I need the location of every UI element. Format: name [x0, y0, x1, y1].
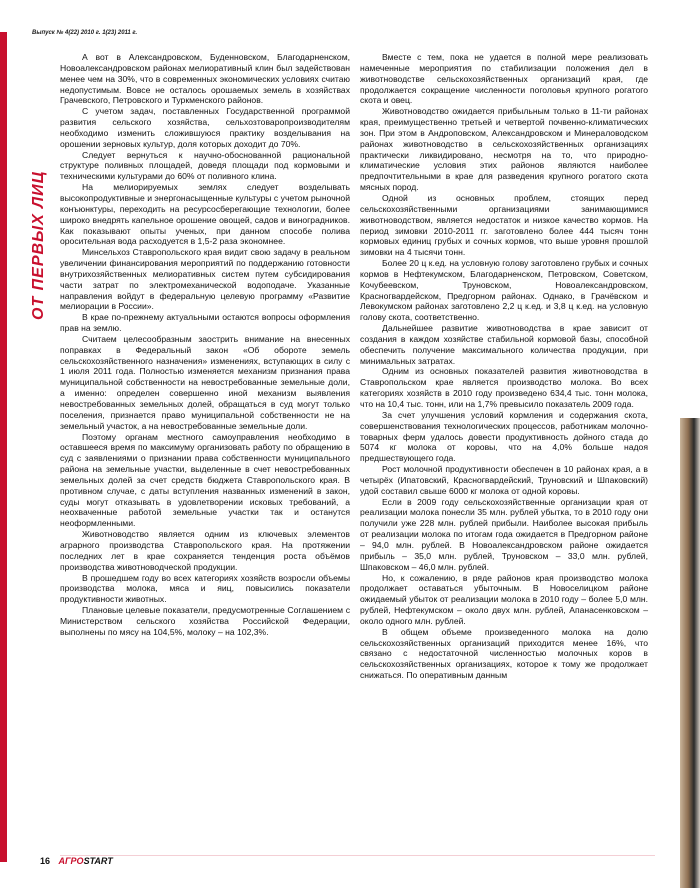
paragraph: В общем объеме произведенного молока на долю сельскохозяйственных организаций приходится менее 16%, что связано с недостаточной численностью молочных коров в сельскохозяйственных организациях, которое к тому же продолжает снижаться. По оперативным данным: [360, 626, 648, 681]
paragraph: Животноводство ожидается прибыльным только в 11-ти районах края, преимущественно третьей и четвертой почвенно-климатических зон. При этом в Андроповском, Александровском и Минераловодском районах животноводство в сельскохозяйственных организациях практически ликвидировано, несмотря на то, что природно-климатические условия этих районов являются наиболее предпочтительными в крае для разведения крупного рогатого скота мясных пород.: [360, 106, 648, 193]
edge-photo: [680, 418, 700, 888]
right-column: [360, 52, 648, 681]
paragraph: Одним из основных показателей развития животноводства в Ставропольском крае является производство молока. Во всех категориях хозяйств в 2010 году произведено 634,4 тыс. тонн молока, что на 10,4 тыс. тонн, или на 1,7% превысило показатель 2009 года.: [360, 366, 648, 409]
footer-divider: [60, 855, 655, 856]
brand-start: START: [83, 856, 113, 866]
paragraph: Одной из основных проблем, стоящих перед сельскохозяйственными организациями занимающимися животноводством, является недостаток и низкое качество кормов. На период зимовки 2010-2011 гг. заготовлено более 444 тысяч тонн кормовых единиц грубых и сочных кормов, что выше уровня прошлой зимовки на 4 тысячи тонн.: [360, 192, 648, 258]
paragraph: Поэтому органам местного самоуправления необходимо в оставшееся время по максимуму организовать работу по обращению в суд с заявлениями о признании права собственности муниципального района на земельные участки, выделенные в счет невостребованных земельных долей за счет средств бюджета Ставропольского края. В противном случае, с даты вступления названных изменений в закон, суды могут отказывать в удовлетворении исковых требований, а неохваченные работой земельные участки так и останутся неоформленными.: [60, 431, 350, 529]
paragraph: Вместе с тем, пока не удается в полной мере реализовать намеченные мероприятия по стабилизации положения дел в животноводстве сельскохозяйственных организаций края, где продолжается сокращение численности поголовья крупного рогатого скота и овец.: [360, 52, 648, 106]
footer: [40, 856, 113, 866]
paragraph: Минсельхоз Ставропольского края видит свою задачу в реальном увеличении финансирования мероприятий по поддержанию готовности внутрихозяйственных мелиоративных систем путем субсидирования части затрат по электромеханической водоподаче. Указанные направления войдут в федеральную целевую программу «Развитие мелиорации в России».: [60, 247, 350, 312]
paragraph: Плановые целевые показатели, предусмотренные Соглашением с Министерством сельского хозяйства Российской Федерации, выполнены по мясу на 104,5%, молоку – на 102,3%.: [60, 605, 350, 637]
paragraph: Следует вернуться к научно-обоснованной рациональной структуре поливных площадей, доведя площади под кормовыми и техническими культурами до 60% от поливного клина.: [60, 149, 350, 182]
brand-logo: [59, 856, 113, 866]
paragraph: В прошедшем году во всех категориях хозяйств возросли объемы производства молока, мяса и яиц, повысились показатели продуктивности животных.: [60, 572, 350, 605]
sidebar: ОТ ПЕРВЫХ ЛИЦ: [0, 0, 30, 888]
sidebar-red-bar: [0, 32, 7, 862]
paragraph: В крае по-прежнему актуальными остаются вопросы оформления прав на землю.: [60, 312, 350, 334]
paragraph: За счет улучшения условий кормления и содержания скота, совершенствования технологических процессов, работникам молочно-товарных ферм удалось довести продуктивность дойного стада до 5074 кг молока от коровы, что на 4,0% больше надоя предшествующего года.: [360, 409, 648, 464]
paragraph: Но, к сожалению, в ряде районов края производство молока продолжает оставаться убыточным. В Новоселицком районе ожидаемый убыток от реализации молока в 2010 году – более 5,0 млн. рублей, Нефтекумском – около двух млн. рублей, Апанасенковском – около одного млн. рублей.: [360, 572, 648, 626]
paragraph: Животноводство является одним из ключевых элементов аграрного производства Ставропольского края. На протяжении последних лет в крае сохраняется тенденция роста объёмов производства животноводческой продукции.: [60, 529, 350, 572]
paragraph: Рост молочной продуктивности обеспечен в 10 районах края, а в четырёх (Ипатовский, Красногвардейский, Труновский и Шпаковский) удой составил свыше 6000 кг молока от одной коровы.: [360, 464, 648, 496]
left-column: [60, 52, 350, 638]
paragraph: А вот в Александровском, Буденновском, Благодарненском, Новоалександровском районах мелиоративный клин был задействован менее чем на 30%, что в современных экономических условиях считаю недопустимым. Вовсе не осталось орошаемых земель в хозяйствах Грачевского, Петровского и Туркменского районов.: [60, 52, 350, 106]
issue-line: Выпуск № 4(22) 2010 г. 1(23) 2011 г.: [32, 30, 138, 36]
paragraph: С учетом задач, поставленных Государственной программой развития сельского хозяйства, сельхозтоваропроизводителям необходимо изменить сложившуюся практику возделывания на орошении зерновых культур, доля которых доходит до 70%.: [60, 106, 350, 149]
paragraph: Если в 2009 году сельскохозяйственные организации края от реализации молока понесли 35 млн. рублей убытка, то в 2010 году они получили уже 228 млн. рублей прибыли. Наиболее высокая прибыль от реализации молока по итогам года ожидается в Предгорном районе – 94,0 млн. рублей. В Новоалександровском районе ожидается прибыль – 35,0 млн. рублей, Труновском – 33,0 млн. рублей, Шпаковском – 46,0 млн. рублей.: [360, 496, 648, 572]
paragraph: Дальнейшее развитие животноводства в крае зависит от создания в каждом хозяйстве стабильной кормовой базы, способной обеспечить получение максимального количества продукции, при минимальных затратах.: [360, 323, 648, 366]
paragraph: Более 20 ц к.ед. на условную голову заготовлено грубых и сочных кормов в Нефтекумском, Благодарненском, Петровском, Советском, Кочубеевском, Труновском, Новоалександровском, Красногвардейском, Предгорном районах. Однако, в Грачёвском и Левокумском районах заготовлено 2,2 ц к.ед. и 3,8 ц к.ед. на условную голову скота, соответственно.: [360, 258, 648, 323]
brand-agro: АГРО: [58, 856, 84, 866]
page-number: 16: [40, 856, 51, 866]
paragraph: На мелиорируемых землях следует возделывать высокопродуктивные и энергонасыщенные культуры с учетом рыночной конъюнктуры, переходить на ресурсосберегающие технологии, более широко внедрять капельное орошение овощей, садов и виноградников. Как показывают опыты ученых, при данном способе полива оросительная вода расходуется в 1,5-2 раза экономнее.: [60, 182, 350, 247]
paragraph: Считаем целесообразным заострить внимание на внесенных поправках в Федеральный закон «Об обороте земель сельскохозяйственного назначения» изменениях, вступающих в силу с 1 июля 2011 года. Полностью изменяется механизм признания права муниципальной собственности на невостребованные земельные доли, а именно: определен совершенно иной механизм выявления невостребованных земельных долей, обращаться в суд могут только поселения, признается право муниципальной собственности не на земельный участок, а на невостребованные земельные доли.: [60, 333, 350, 431]
